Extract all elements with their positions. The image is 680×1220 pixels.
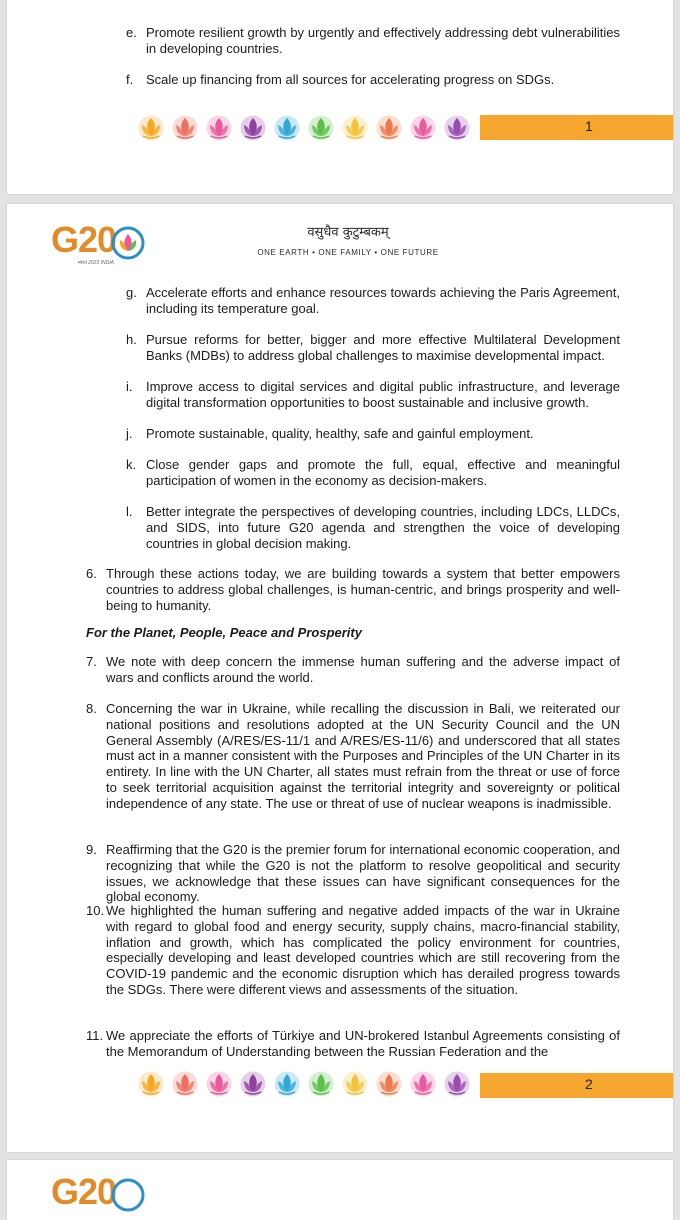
list-item-h xyxy=(126,332,620,364)
paragraph-number: 8. xyxy=(86,701,97,716)
paragraph-text: We highlighted the human suffering and negative added impacts of the war in Ukraine with regard to global food and energy security, supply chains, macro-financial stability, inflation and growth, which has complicated the policy environment for countries, especially developing and least developed countries which are still recovering from the COVID-19 pandemic and the economic disruption which has derailed progress towards the SDGs. There were different views and assessments of the situation. xyxy=(106,903,620,997)
lotus-flower-icon xyxy=(307,1070,335,1097)
item-label: g. xyxy=(126,285,137,300)
g20-logo xyxy=(51,220,161,266)
paragraph-number: 11. xyxy=(86,1028,104,1043)
g20-logo xyxy=(51,1171,161,1212)
document-page-1 xyxy=(7,0,673,194)
item-label: h. xyxy=(126,332,137,347)
g20-lotus-logo-icon xyxy=(107,224,149,260)
lotus-flower-icon xyxy=(341,1070,369,1097)
page-number-bar xyxy=(480,1073,673,1098)
paragraph-8 xyxy=(86,701,620,812)
g20-lotus-logo-icon xyxy=(107,1176,149,1212)
item-text: Pursue reforms for better, bigger and more effective Multilateral Development Banks (MDBs) to address global challenges to maximise developmental impact. xyxy=(146,332,620,363)
paragraph-number: 7. xyxy=(86,654,97,669)
item-text: Promote resilient growth by urgently and effectively addressing debt vulnerabilities in developing countries. xyxy=(146,25,620,56)
item-label: k. xyxy=(126,457,137,472)
paragraph-number: 9. xyxy=(86,842,97,857)
item-label: f. xyxy=(126,72,134,87)
lotus-flower-icon xyxy=(239,1070,267,1097)
paragraph-9 xyxy=(86,842,620,905)
section-heading: For the Planet, People, Peace and Prosperity xyxy=(86,625,362,640)
lotus-flower-icon xyxy=(375,114,403,141)
lotus-flower-icon xyxy=(137,1070,165,1097)
paragraph-10 xyxy=(86,903,620,998)
item-label: i. xyxy=(126,379,133,394)
item-text: Accelerate efforts and enhance resources towards achieving the Paris Agreement, including its temperature goal. xyxy=(146,285,620,316)
lotus-flower-icon xyxy=(409,1070,437,1097)
lotus-flower-icon xyxy=(239,114,267,141)
lotus-border xyxy=(137,1070,482,1100)
lotus-flower-icon xyxy=(205,114,233,141)
paragraph-text: We note with deep concern the immense human suffering and the adverse impact of wars and conflicts around the world. xyxy=(106,654,620,685)
lotus-flower-icon xyxy=(341,114,369,141)
page-number: 1 xyxy=(585,118,593,134)
item-text: Better integrate the perspectives of developing countries, including LDCs, LLDCs, and SIDS, into future G20 agenda and strengthen the voice of developing countries in global decision making. xyxy=(146,504,620,551)
page-number: 2 xyxy=(585,1076,593,1092)
item-text: Improve access to digital services and digital public infrastructure, and leverage digital transformation opportunities to boost sustainable and inclusive growth. xyxy=(146,379,620,410)
item-text: Promote sustainable, quality, healthy, safe and gainful employment. xyxy=(146,426,534,441)
lotus-flower-icon xyxy=(171,1070,199,1097)
lotus-flower-icon xyxy=(443,1070,471,1097)
lotus-flower-icon xyxy=(137,114,165,141)
paragraph-text: Reaffirming that the G20 is the premier forum for international economic cooperation, and recognizing that while the G20 is not the platform to resolve geopolitical and security issues, we acknowledge that these issues can have significant consequences for the global economy. xyxy=(106,842,620,905)
paragraph-7 xyxy=(86,654,620,686)
list-item-g xyxy=(126,285,620,317)
paragraph-6 xyxy=(86,566,620,613)
lotus-border xyxy=(137,114,482,144)
logo-subtext: भारत 2023 INDIA xyxy=(77,260,114,266)
item-text: Close gender gaps and promote the full, equal, effective and meaningful participation of women in the economy as decision-makers. xyxy=(146,457,620,488)
list-item-l xyxy=(126,504,620,551)
list-item-f xyxy=(126,72,620,88)
item-label: e. xyxy=(126,25,137,40)
paragraph-text: Through these actions today, we are building towards a system that better empowers countries to address global challenges, is human-centric, and brings prosperity and well-being to humanity. xyxy=(106,566,620,613)
item-text: Scale up financing from all sources for accelerating progress on SDGs. xyxy=(146,72,555,87)
lotus-flower-icon xyxy=(205,1070,233,1097)
page-number-bar xyxy=(480,115,673,140)
paragraph-text: Concerning the war in Ukraine, while recalling the discussion in Bali, we reiterated our national positions and resolutions adopted at the UN Security Council and the UN General Assembly (A/RES/ES-11/1 and A/RES/ES-11/6) and underscored that all states must act in a manner consistent with the Purposes and Principles of the UN Charter in its entirety. In line with the UN Charter, all states must refrain from the threat or use of force to seek territorial acquisition against the territorial integrity and sovereignty or political independence of any state. The use or threat of use of nuclear weapons is inadmissible. xyxy=(106,701,620,811)
document-page-3 xyxy=(7,1160,673,1220)
item-label: j. xyxy=(126,426,133,441)
list-item-j xyxy=(126,426,620,442)
paragraph-number: 6. xyxy=(86,566,97,581)
lotus-flower-icon xyxy=(443,114,471,141)
paragraph-number: 10. xyxy=(86,903,105,918)
motto: ONE EARTH • ONE FAMILY • ONE FUTURE xyxy=(257,248,439,257)
lotus-flower-icon xyxy=(273,1070,301,1097)
document-page-2 xyxy=(7,204,673,1152)
paragraph-11 xyxy=(86,1028,620,1060)
lotus-flower-icon xyxy=(273,114,301,141)
logo-text: G20 xyxy=(51,219,117,260)
list-item-i xyxy=(126,379,620,411)
logo-text: G20 xyxy=(51,1171,117,1212)
paragraph-text: We appreciate the efforts of Türkiye and UN-brokered Istanbul Agreements consisting of the Memorandum of Understanding between the Russian Federation and the xyxy=(106,1028,620,1059)
lotus-flower-icon xyxy=(375,1070,403,1097)
lotus-flower-icon xyxy=(171,114,199,141)
lotus-flower-icon xyxy=(307,114,335,141)
lotus-flower-icon xyxy=(409,114,437,141)
list-item-k xyxy=(126,457,620,489)
item-label: l. xyxy=(126,504,133,519)
hindi-motto: वसुधैव कुटुम्बकम् xyxy=(307,225,389,240)
list-item-e xyxy=(126,25,620,57)
